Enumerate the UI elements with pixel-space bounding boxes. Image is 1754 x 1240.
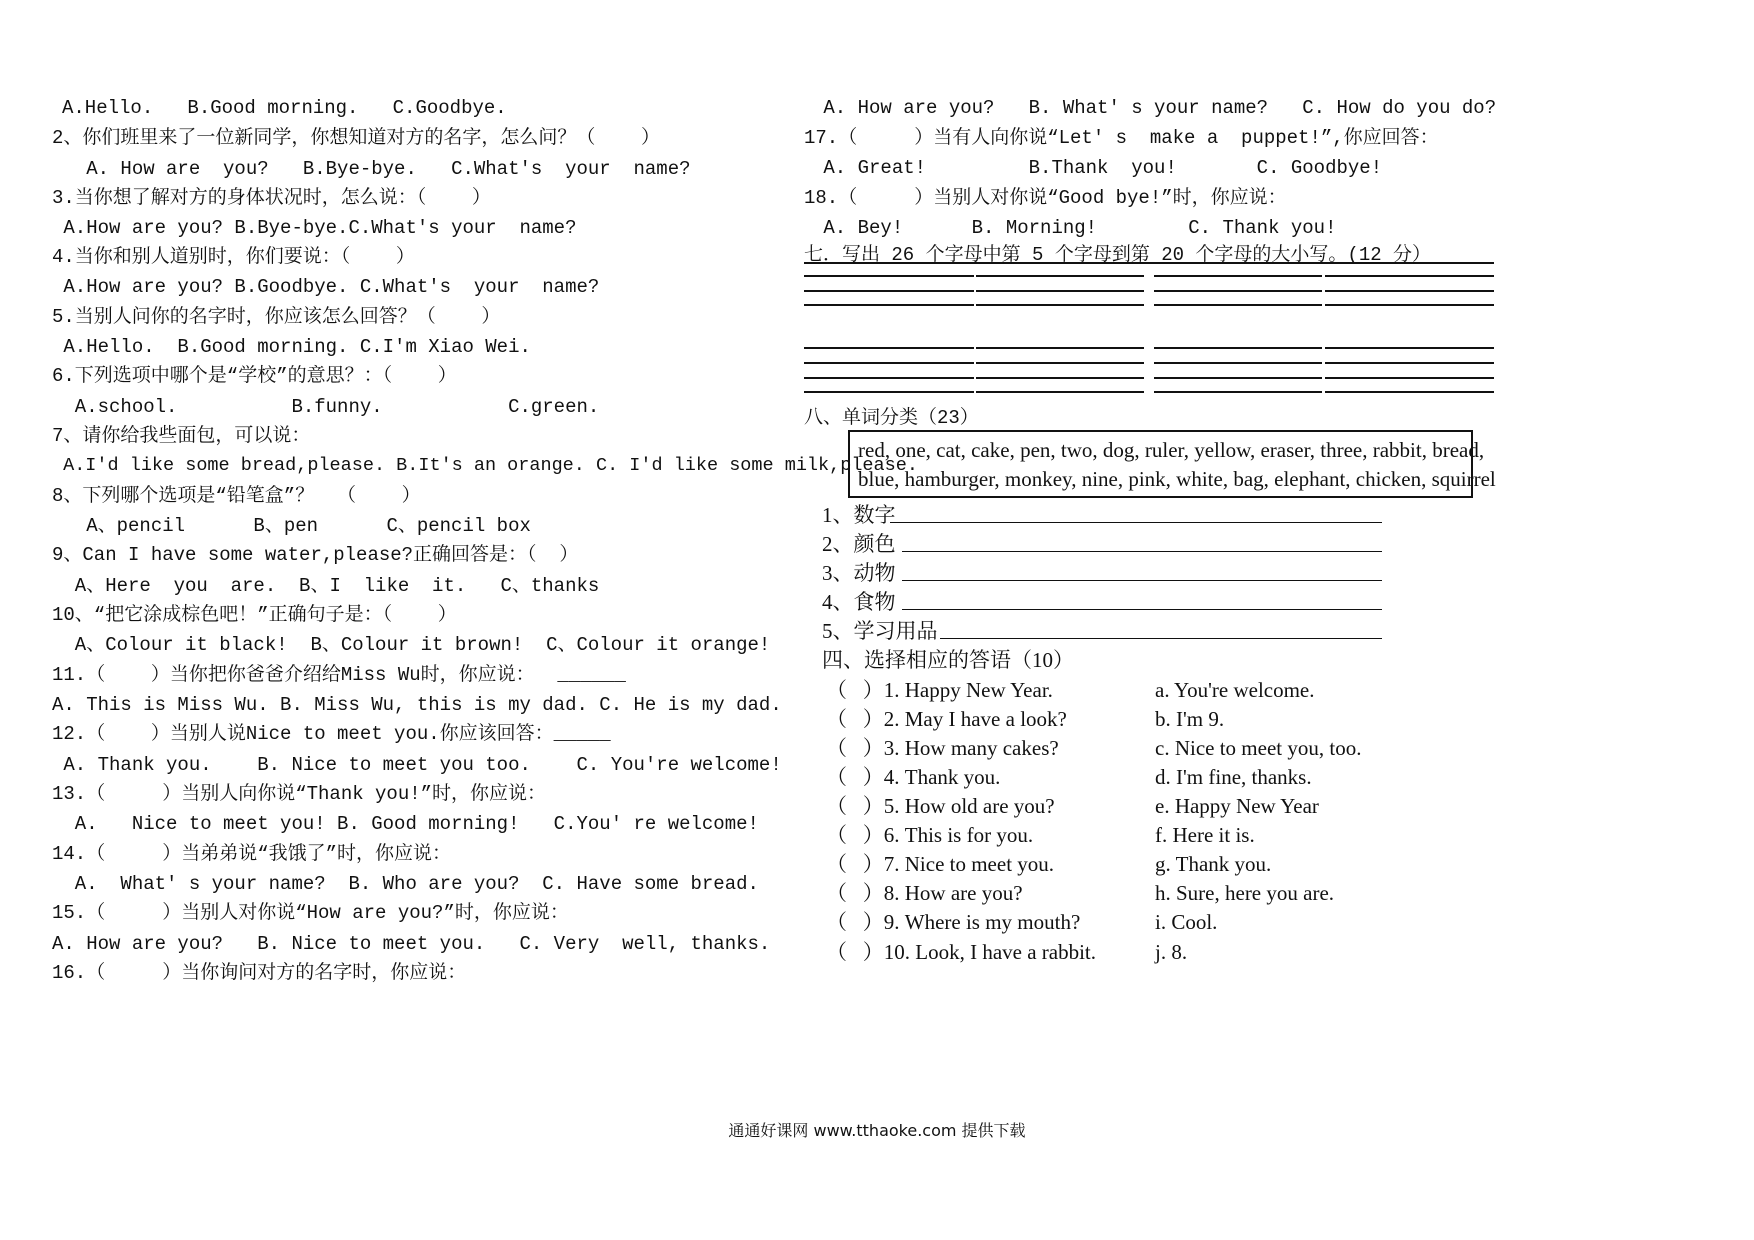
section-7-title: 七．写出 26 个字母中第 5 个字母到第 20 个字母的大小写。(12 分） <box>804 244 1432 266</box>
left-line: 15.（ ）当别人对你说“How are you?”时，你应说： <box>52 902 569 924</box>
left-line: 14.（ ）当弟弟说“我饿了”时，你应说： <box>52 843 452 865</box>
page-footer: 通通好课网 www.tthaoke.com 提供下载 <box>728 1121 1026 1140</box>
left-line: 2、你们班里来了一位新同学，你想知道对方的名字，怎么问？（ ） <box>52 127 661 149</box>
left-line: 12.（ ）当别人说Nice to meet you.你应该回答：_____ <box>52 723 611 745</box>
left-line: A.I'd like some bread,please. B.It's an orange. C. I'd like some milk,please. <box>52 455 918 476</box>
category-label: 4、食物 <box>822 590 896 614</box>
right-line: 17.（ ）当有人向你说“Let' s make a puppet!”,你应回答： <box>804 127 1439 149</box>
left-line: 6.下列选项中哪个是“学校”的意思？：（ ） <box>52 365 457 387</box>
match-answer: j. 8. <box>1155 940 1188 964</box>
match-answer: e. Happy New Year <box>1155 794 1319 818</box>
left-line: A.Hello. B.Good morning. C.Goodbye. <box>62 97 507 119</box>
match-answer: g. Thank you. <box>1155 852 1272 876</box>
match-question: （ ）1. Happy New Year. <box>826 678 1053 702</box>
match-question: （ ）8. How are you? <box>826 881 1023 905</box>
left-line: 11.（ ）当你把你爸爸介绍给Miss Wu时，你应说： ______ <box>52 664 626 686</box>
match-question: （ ）5. How old are you? <box>826 794 1055 818</box>
answer-blank <box>902 551 1382 552</box>
category-label: 3、动物 <box>822 561 896 585</box>
left-line: A. This is Miss Wu. B. Miss Wu, this is my dad. C. He is my dad. <box>52 694 782 716</box>
word-bank-line: blue, hamburger, monkey, nine, pink, white, bag, elephant, chicken, squirrel <box>858 467 1496 491</box>
left-line: 16.（ ）当你询问对方的名字时，你应说： <box>52 962 467 984</box>
match-question: （ ）9. Where is my mouth? <box>826 910 1081 934</box>
match-question: （ ）7. Nice to meet you. <box>826 852 1055 876</box>
left-line: 8、下列哪个选项是“铅笔盒”？ （ ） <box>52 485 421 507</box>
match-answer: c. Nice to meet you, too. <box>1155 736 1362 760</box>
match-answer: f. Here it is. <box>1155 823 1255 847</box>
left-line: A. How are you? B.Bye-bye. C.What's your name? <box>52 158 691 180</box>
left-line: 13.（ ）当别人向你说“Thank you!”时，你应说： <box>52 783 547 805</box>
left-line: A、Colour it black! B、Colour it brown! C、Colour it orange! <box>52 634 771 656</box>
match-answer: b. I'm 9. <box>1155 707 1225 731</box>
left-line: A.How are you? B.Goodbye. C.What's your name? <box>52 276 600 298</box>
left-line: 4.当你和别人道别时，你们要说：（ ） <box>52 246 415 268</box>
answer-blank <box>902 580 1382 581</box>
left-line: 9、Can I have some water,please?正确回答是：（ ） <box>52 544 579 566</box>
left-line: A、pencil B、pen C、pencil box <box>52 515 531 537</box>
left-line: A.Hello. B.Good morning. C.I'm Xiao Wei. <box>52 336 531 358</box>
answer-blank <box>890 522 1382 523</box>
answer-blank <box>902 609 1382 610</box>
left-line: 7、请你给我些面包，可以说： <box>52 425 311 447</box>
category-label: 2、颜色 <box>822 532 896 556</box>
left-line: 3.当你想了解对方的身体状况时，怎么说：（ ） <box>52 187 491 209</box>
right-line: A. Great! B.Thank you! C. Goodbye! <box>812 157 1383 179</box>
section-8-title: 八、单词分类（23） <box>804 407 979 429</box>
word-bank-line: red, one, cat, cake, pen, two, dog, ruler, yellow, eraser, three, rabbit, bread, <box>858 438 1485 462</box>
right-line: A. Bey! B. Morning! C. Thank you! <box>812 217 1337 239</box>
left-line: A.How are you? B.Bye-bye.C.What's your name? <box>52 217 577 239</box>
section-4-title: 四、选择相应的答语（10） <box>822 648 1074 672</box>
right-line: A. How are you? B. What' s your name? C. How do you do? <box>812 97 1497 119</box>
left-line: 10、“把它涂成棕色吧！”正确句子是：（ ） <box>52 604 457 626</box>
category-label: 5、学习用品 <box>822 619 938 643</box>
match-answer: a. You're welcome. <box>1155 678 1315 702</box>
answer-blank <box>940 638 1382 639</box>
category-label: 1、数字 <box>822 503 896 527</box>
match-answer: h. Sure, here you are. <box>1155 881 1335 905</box>
left-line: A、Here you are. B、I like it. C、thanks <box>52 575 600 597</box>
match-question: （ ）10. Look, I have a rabbit. <box>826 940 1097 964</box>
match-question: （ ）2. May I have a look? <box>826 707 1067 731</box>
match-answer: d. I'm fine, thanks. <box>1155 765 1312 789</box>
right-line: 18.（ ）当别人对你说“Good bye!”时，你应说： <box>804 187 1287 209</box>
left-line: A.school. B.funny. C.green. <box>52 396 600 418</box>
match-answer: i. Cool. <box>1155 910 1218 934</box>
match-question: （ ）6. This is for you. <box>826 823 1034 847</box>
left-line: A. Nice to meet you! B. Good morning! C.You' re welcome! <box>52 813 759 835</box>
left-line: A. How are you? B. Nice to meet you. C. Very well, thanks. <box>52 933 771 955</box>
match-question: （ ）3. How many cakes? <box>826 736 1059 760</box>
match-question: （ ）4. Thank you. <box>826 765 1001 789</box>
left-line: A. Thank you. B. Nice to meet you too. C. You're welcome! <box>52 754 782 776</box>
left-line: 5.当别人问你的名字时，你应该怎么回答？（ ） <box>52 306 501 328</box>
left-line: A. What' s your name? B. Who are you? C. Have some bread. <box>52 873 759 895</box>
